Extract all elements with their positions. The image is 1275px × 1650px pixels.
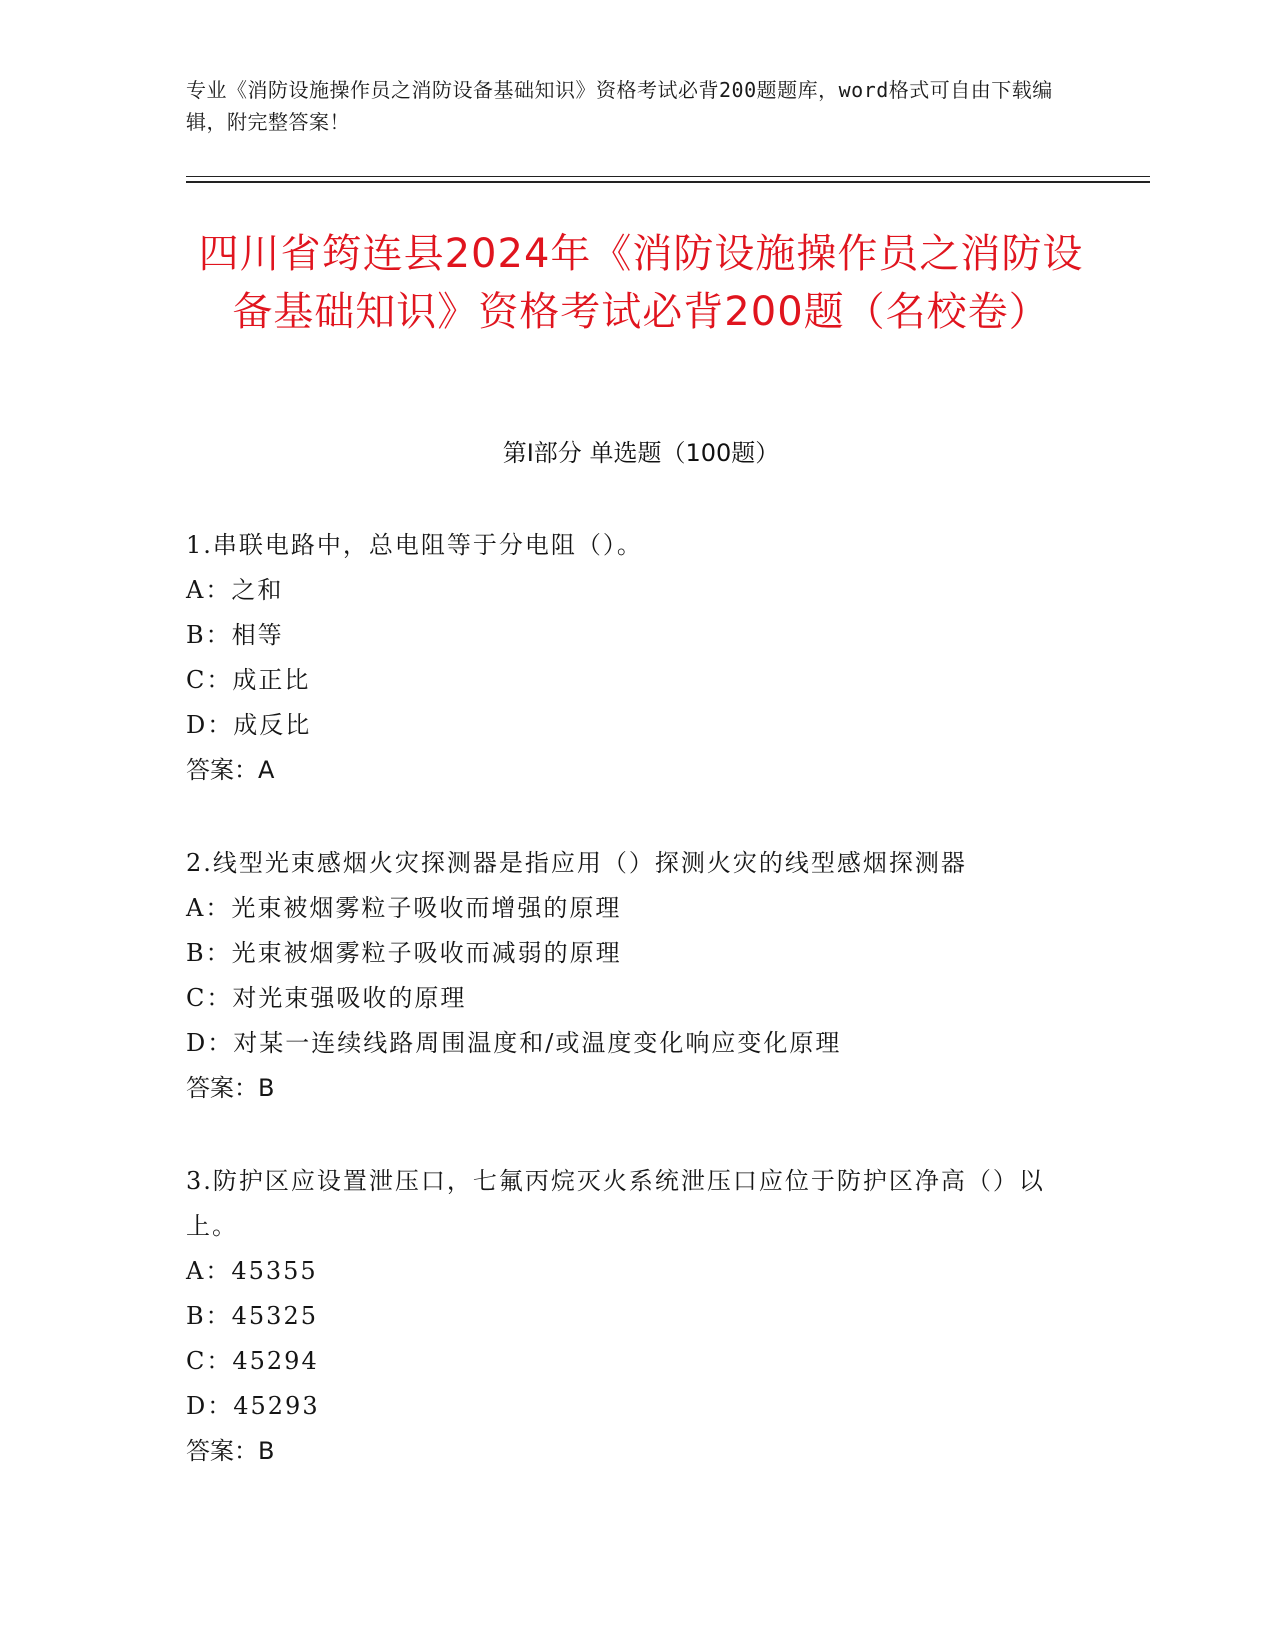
question-block (186, 523, 1086, 793)
header-divider-thin (186, 176, 1150, 177)
answer-line: 答案：A (186, 756, 275, 784)
answer-line: 答案：B (186, 1074, 275, 1102)
document-title: 四川省筠连县2024年《消防设施操作员之消防设备基础知识》资格考试必背200题（名校卷） (198, 231, 1084, 335)
option-a: A：之和 (186, 576, 284, 604)
option-b: B：光束被烟雾粒子吸收而减弱的原理 (186, 939, 622, 967)
answer-line: 答案：B (186, 1437, 275, 1465)
question-block (186, 1159, 1086, 1474)
question-text: 2.线型光束感烟火灾探测器是指应用（）探测火灾的线型感烟探测器 (186, 849, 967, 877)
option-a: A：45355 (186, 1257, 318, 1285)
header-note: 专业《消防设施操作员之消防设备基础知识》资格考试必背200题题库，word格式可自由下载编辑，附完整答案！ (186, 78, 1053, 134)
section-heading: 第Ⅰ部分 单选题（100题） (502, 439, 780, 467)
option-d: D：成反比 (186, 711, 312, 739)
option-b: B：45325 (186, 1302, 318, 1330)
option-a: A：光束被烟雾粒子吸收而增强的原理 (186, 894, 622, 922)
option-b: B：相等 (186, 621, 284, 649)
option-c: C：对光束强吸收的原理 (186, 984, 467, 1012)
option-d: D：45293 (186, 1392, 320, 1420)
question-text: 1.串联电路中，总电阻等于分电阻（）。 (186, 531, 643, 559)
option-c: C：45294 (186, 1347, 319, 1375)
option-c: C：成正比 (186, 666, 311, 694)
question-text: 3.防护区应设置泄压口，七氟丙烷灭火系统泄压口应位于防护区净高（）以上。 (186, 1167, 1045, 1240)
question-block (186, 841, 1086, 1111)
option-d: D：对某一连续线路周围温度和/或温度变化响应变化原理 (186, 1029, 842, 1057)
header-divider-thick (186, 181, 1150, 183)
